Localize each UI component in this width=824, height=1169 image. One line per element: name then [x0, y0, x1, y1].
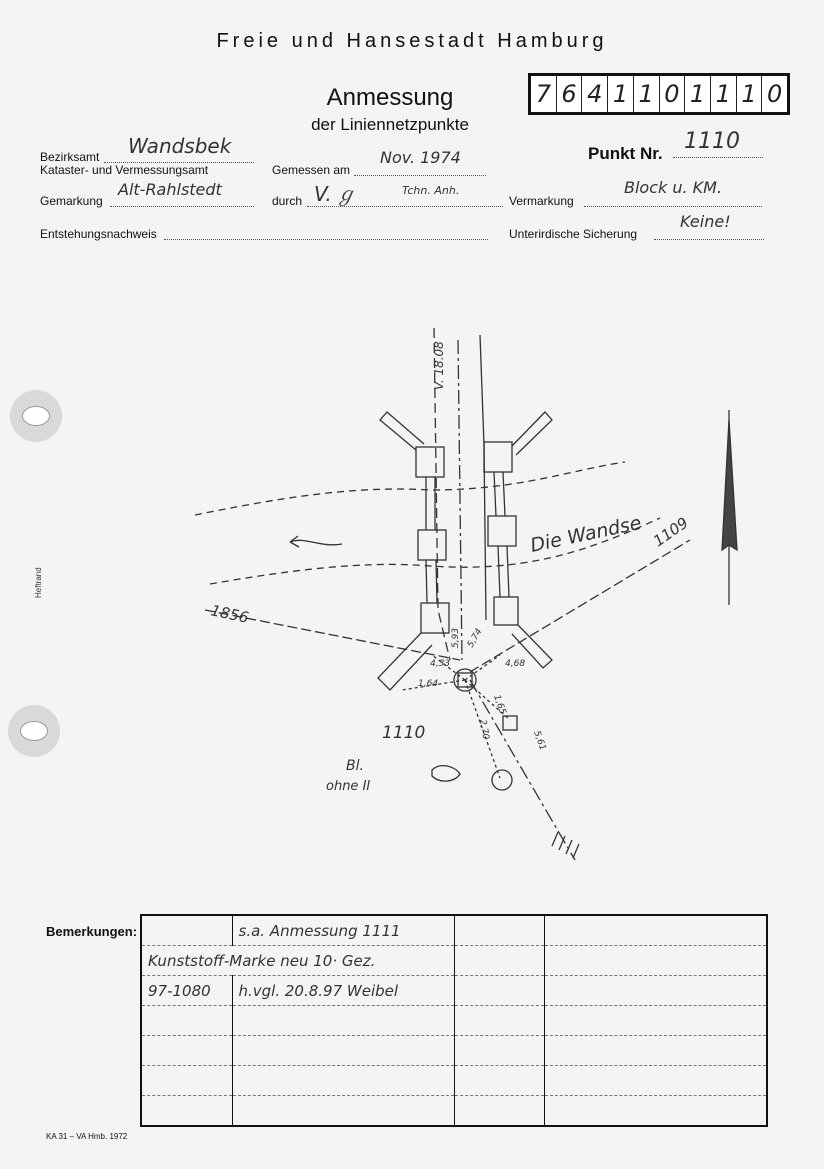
entstehung-label: Entstehungsnachweis	[40, 227, 157, 241]
point-1109: 1109	[649, 513, 692, 551]
table-cell	[544, 1096, 767, 1127]
remarks-table	[140, 914, 768, 1127]
code-digit: 0	[767, 80, 783, 108]
table-row	[141, 1096, 767, 1127]
gemessen-label: Gemessen am	[272, 163, 351, 177]
boundary-hatch	[552, 832, 579, 858]
table-cell	[544, 976, 767, 1006]
table-cell	[232, 1066, 454, 1096]
bezirksamt-label: Bezirksamt	[40, 150, 100, 164]
table-cell	[141, 1036, 232, 1066]
table-cell	[141, 1096, 232, 1127]
page-title: Anmessung	[326, 84, 454, 111]
measure-7: 2,70	[477, 718, 491, 741]
table-row	[141, 976, 767, 1006]
road-edge-right	[480, 335, 486, 620]
table-cell	[544, 1006, 767, 1036]
abutment-right-3	[494, 597, 518, 625]
durch-label: durch	[272, 194, 303, 208]
measure-4: 4,68	[505, 659, 526, 669]
table-cell: h.vgl. 20.8.97 Weibel	[232, 976, 454, 1006]
form-footer: KA 31 – VA Hmb. 1972	[46, 1132, 128, 1141]
north-arrow-head	[722, 420, 737, 550]
signature: V. ℊ	[314, 182, 356, 206]
abutment-left-1	[416, 447, 444, 477]
road-label: V. 18.08	[432, 341, 446, 390]
table-cell	[544, 946, 767, 976]
abutment-right-2	[488, 516, 516, 546]
measure-1: 5,93	[451, 627, 461, 648]
table-cell	[544, 1036, 767, 1066]
table-cell	[454, 915, 544, 946]
table-cell: s.a. Anmessung 1111	[232, 915, 454, 946]
table-row	[141, 1066, 767, 1096]
boundary-line-east	[470, 540, 690, 672]
gemessen-value: Nov. 1974	[380, 148, 461, 167]
kataster-label: Kataster- und Vermessungsamt	[40, 163, 209, 177]
gemarkung-label: Gemarkung	[40, 194, 103, 208]
railing-left	[426, 477, 437, 603]
table-row	[141, 1006, 767, 1036]
point-1110: 1110	[382, 723, 426, 743]
measure-6: 1,65	[491, 693, 508, 716]
table-cell	[454, 946, 544, 976]
table-cell	[454, 976, 544, 1006]
punkt-label: Punkt Nr.	[588, 144, 663, 163]
river-label: Die Wandse	[528, 511, 644, 557]
sicherung-label: Unterirdische Sicherung	[509, 227, 638, 241]
vermarkung-value: Block u. KM.	[624, 178, 723, 197]
table-cell	[141, 1006, 232, 1036]
measure-5: 1,64	[418, 679, 439, 689]
heftrand-label: Heftrand	[34, 567, 43, 598]
abutment-left-3	[421, 603, 449, 633]
vermarkung-label: Vermarkung	[509, 194, 574, 208]
table-cell	[454, 1036, 544, 1066]
flow-arrow-head	[290, 536, 299, 547]
table-row	[141, 946, 767, 976]
table-cell	[454, 1006, 544, 1036]
table-cell	[544, 915, 767, 946]
code-digit: 4	[582, 76, 608, 112]
code-digit: 6	[557, 76, 583, 112]
flow-arrow	[290, 540, 342, 545]
measure-3: 4,33	[430, 659, 451, 669]
code-digit: 1	[608, 76, 634, 112]
sicherung-value: Keine!	[680, 212, 731, 231]
point-1856: 1856	[209, 601, 251, 627]
wing-wall-nw	[380, 412, 424, 450]
city-header: Freie und Hansestadt Hamburg	[216, 30, 608, 52]
abutment-right-1	[484, 442, 512, 472]
code-digit: 1	[711, 76, 737, 112]
table-cell	[232, 1096, 454, 1127]
table-row	[141, 915, 767, 946]
gemarkung-value: Alt-Rahlstedt	[118, 180, 222, 199]
manhole-circle	[492, 770, 512, 790]
boundary-line-south	[470, 680, 575, 860]
wing-wall-ne	[512, 412, 552, 455]
measure-2: 5,74	[465, 627, 485, 650]
code-digit: 1	[737, 76, 763, 112]
abutment-left-2	[418, 530, 446, 560]
bl-label: Bl.	[346, 758, 364, 774]
remarks-label: Bemerkungen:	[46, 924, 138, 939]
table-cell	[141, 1066, 232, 1096]
table-cell	[232, 1036, 454, 1066]
page-subtitle: der Liniennetzpunkte	[311, 115, 469, 134]
railing-right	[494, 472, 509, 597]
code-digit: 7	[531, 76, 557, 112]
table-cell	[141, 915, 232, 946]
table-cell	[232, 1006, 454, 1036]
table-cell: 97-1080	[141, 976, 232, 1006]
bezirksamt-value: Wandsbek	[128, 134, 232, 158]
small-block-marker	[503, 716, 517, 730]
code-digit: 1	[634, 76, 660, 112]
tree-shape	[432, 766, 460, 781]
table-cell	[544, 1066, 767, 1096]
table-cell	[454, 1096, 544, 1127]
table-row	[141, 1036, 767, 1066]
table-cell	[454, 1066, 544, 1096]
durch-value: Tchn. Anh.	[402, 184, 460, 197]
ohne-label: ohne II	[326, 779, 371, 794]
measure-8: 5,61	[531, 729, 548, 752]
punkt-value: 1110	[684, 129, 740, 154]
river-bank-north	[195, 462, 625, 515]
code-digit: 1	[685, 76, 711, 112]
road-centerline	[458, 340, 462, 660]
code-digit: 0	[660, 76, 686, 112]
table-cell: Kunststoff-Marke neu 10· Gez.	[141, 946, 454, 976]
